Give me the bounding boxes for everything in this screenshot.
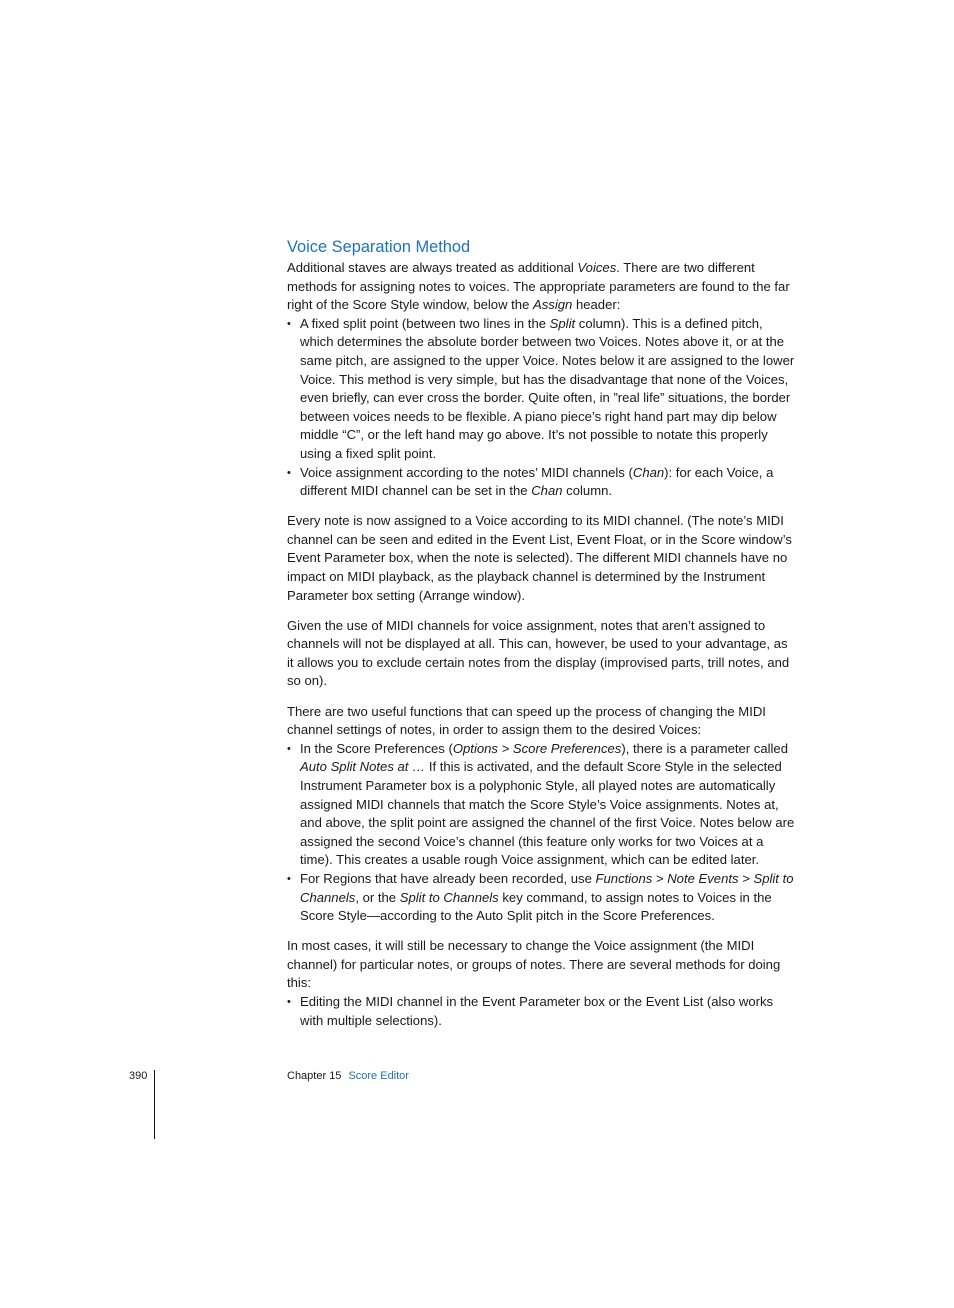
italic-term: Split to Channels bbox=[399, 889, 499, 905]
list-item bbox=[287, 870, 797, 926]
function-list bbox=[287, 740, 797, 926]
text-run: header: bbox=[572, 297, 621, 313]
italic-term: Auto Split Notes at … bbox=[300, 759, 426, 775]
italic-term: Split bbox=[549, 315, 576, 331]
body-paragraph: In most cases, it will still be necessary to change the Voice assignment (the MIDI channel) for particular notes, or groups of notes. There are several methods for doing this: bbox=[287, 938, 781, 991]
italic-term: Voices bbox=[577, 260, 617, 275]
text-run: , or the bbox=[355, 889, 400, 905]
text-run: If this is activated, and the default Score Style in the selected Instrument Parameter box is a polyphonic Style, all played notes are automatically assigned MIDI channels that match the Score Style’s Voice assignments. Notes at, and above, the split point are assigned the channel of the first Voice. Notes below are assigned the second Voice’s channel (this feature only works for two Voices at a time). This creates a usable rough Voice assignment, which can be edited later. bbox=[300, 759, 795, 868]
list-item bbox=[287, 740, 797, 870]
text-run: ), there is a parameter called bbox=[621, 740, 789, 756]
italic-term: Chan bbox=[531, 483, 563, 499]
text-run: column). This is a defined pitch, which determines the absolute border between two Voices. Notes above it, or at the same pitch, are assigned to the upper Voice. Notes below it are assigned to the lower Voice. This method is very simple, but has the disadvantage that none of the Voices, even briefly, can ever cross the border. Quite often, in ”real life” situations, the border between voices needs to be flexible. A piano piece’s right hand part may dip below middle “C”, or the left hand may go above. It’s not possible to notate this properly using a fixed split point. bbox=[300, 315, 795, 461]
text-run: Editing the MIDI channel in the Event Parameter box or the Event List (also works with multiple selections). bbox=[300, 993, 774, 1028]
list-item bbox=[287, 993, 797, 1030]
edit-method-list bbox=[287, 993, 797, 1030]
list-item bbox=[287, 315, 797, 464]
text-run: Additional staves are always treated as additional bbox=[287, 260, 578, 275]
text-run: . There are two different methods for assigning notes to voices. The appropriate parameters are found to the far right of the Score Style window, below the bbox=[287, 260, 790, 313]
footer-chapter bbox=[287, 1070, 409, 1082]
text-run: A fixed split point (between two lines in the bbox=[300, 315, 550, 331]
text-run: key command, to assign notes to Voices in the Score Style—according to the Auto Split pitch in the Score Preferences. bbox=[300, 889, 772, 924]
page-number: 390 bbox=[129, 1070, 148, 1082]
list-item bbox=[287, 464, 797, 501]
italic-term: Assign bbox=[533, 297, 573, 313]
section-title: Voice Separation Method bbox=[287, 238, 471, 256]
intro-paragraph bbox=[287, 259, 797, 315]
italic-term: Options > Score Preferences bbox=[452, 740, 622, 756]
text-run: For Regions that have already been recorded, use bbox=[300, 870, 596, 886]
italic-term: Chan bbox=[632, 464, 665, 480]
body-paragraph: Every note is now assigned to a Voice according to its MIDI channel. (The note’s MIDI channel can be seen and edited in the Event List, Event Float, or in the Score window’s Event Parameter box, when the note is selected). The different MIDI channels have no impact on MIDI playback, as the playback channel is determined by the Instrument Parameter box setting (Arrange window). bbox=[287, 513, 792, 603]
chapter-label: Chapter 15 bbox=[287, 1070, 342, 1082]
chapter-title: Score Editor bbox=[348, 1070, 409, 1082]
body-paragraph: There are two useful functions that can speed up the process of changing the MIDI channel settings of notes, in order to assign them to the desired Voices: bbox=[287, 703, 766, 738]
text-run: ): for each Voice, a different MIDI channel can be set in the bbox=[300, 464, 774, 499]
method-list bbox=[287, 315, 797, 501]
page-content bbox=[287, 236, 797, 1030]
body-paragraph: Given the use of MIDI channels for voice assignment, notes that aren’t assigned to channels will not be displayed at all. This can, however, be used to your advantage, as it allows you to exclude certain notes from the display (improvised parts, trill notes, and so on). bbox=[287, 617, 790, 689]
italic-term: Functions > Note Events > Split to Channels bbox=[300, 870, 794, 905]
text-run: Voice assignment according to the notes’ MIDI channels ( bbox=[300, 464, 633, 480]
text-run: column. bbox=[562, 483, 613, 499]
footer-divider bbox=[154, 1070, 155, 1139]
text-run: In the Score Preferences ( bbox=[300, 740, 453, 756]
